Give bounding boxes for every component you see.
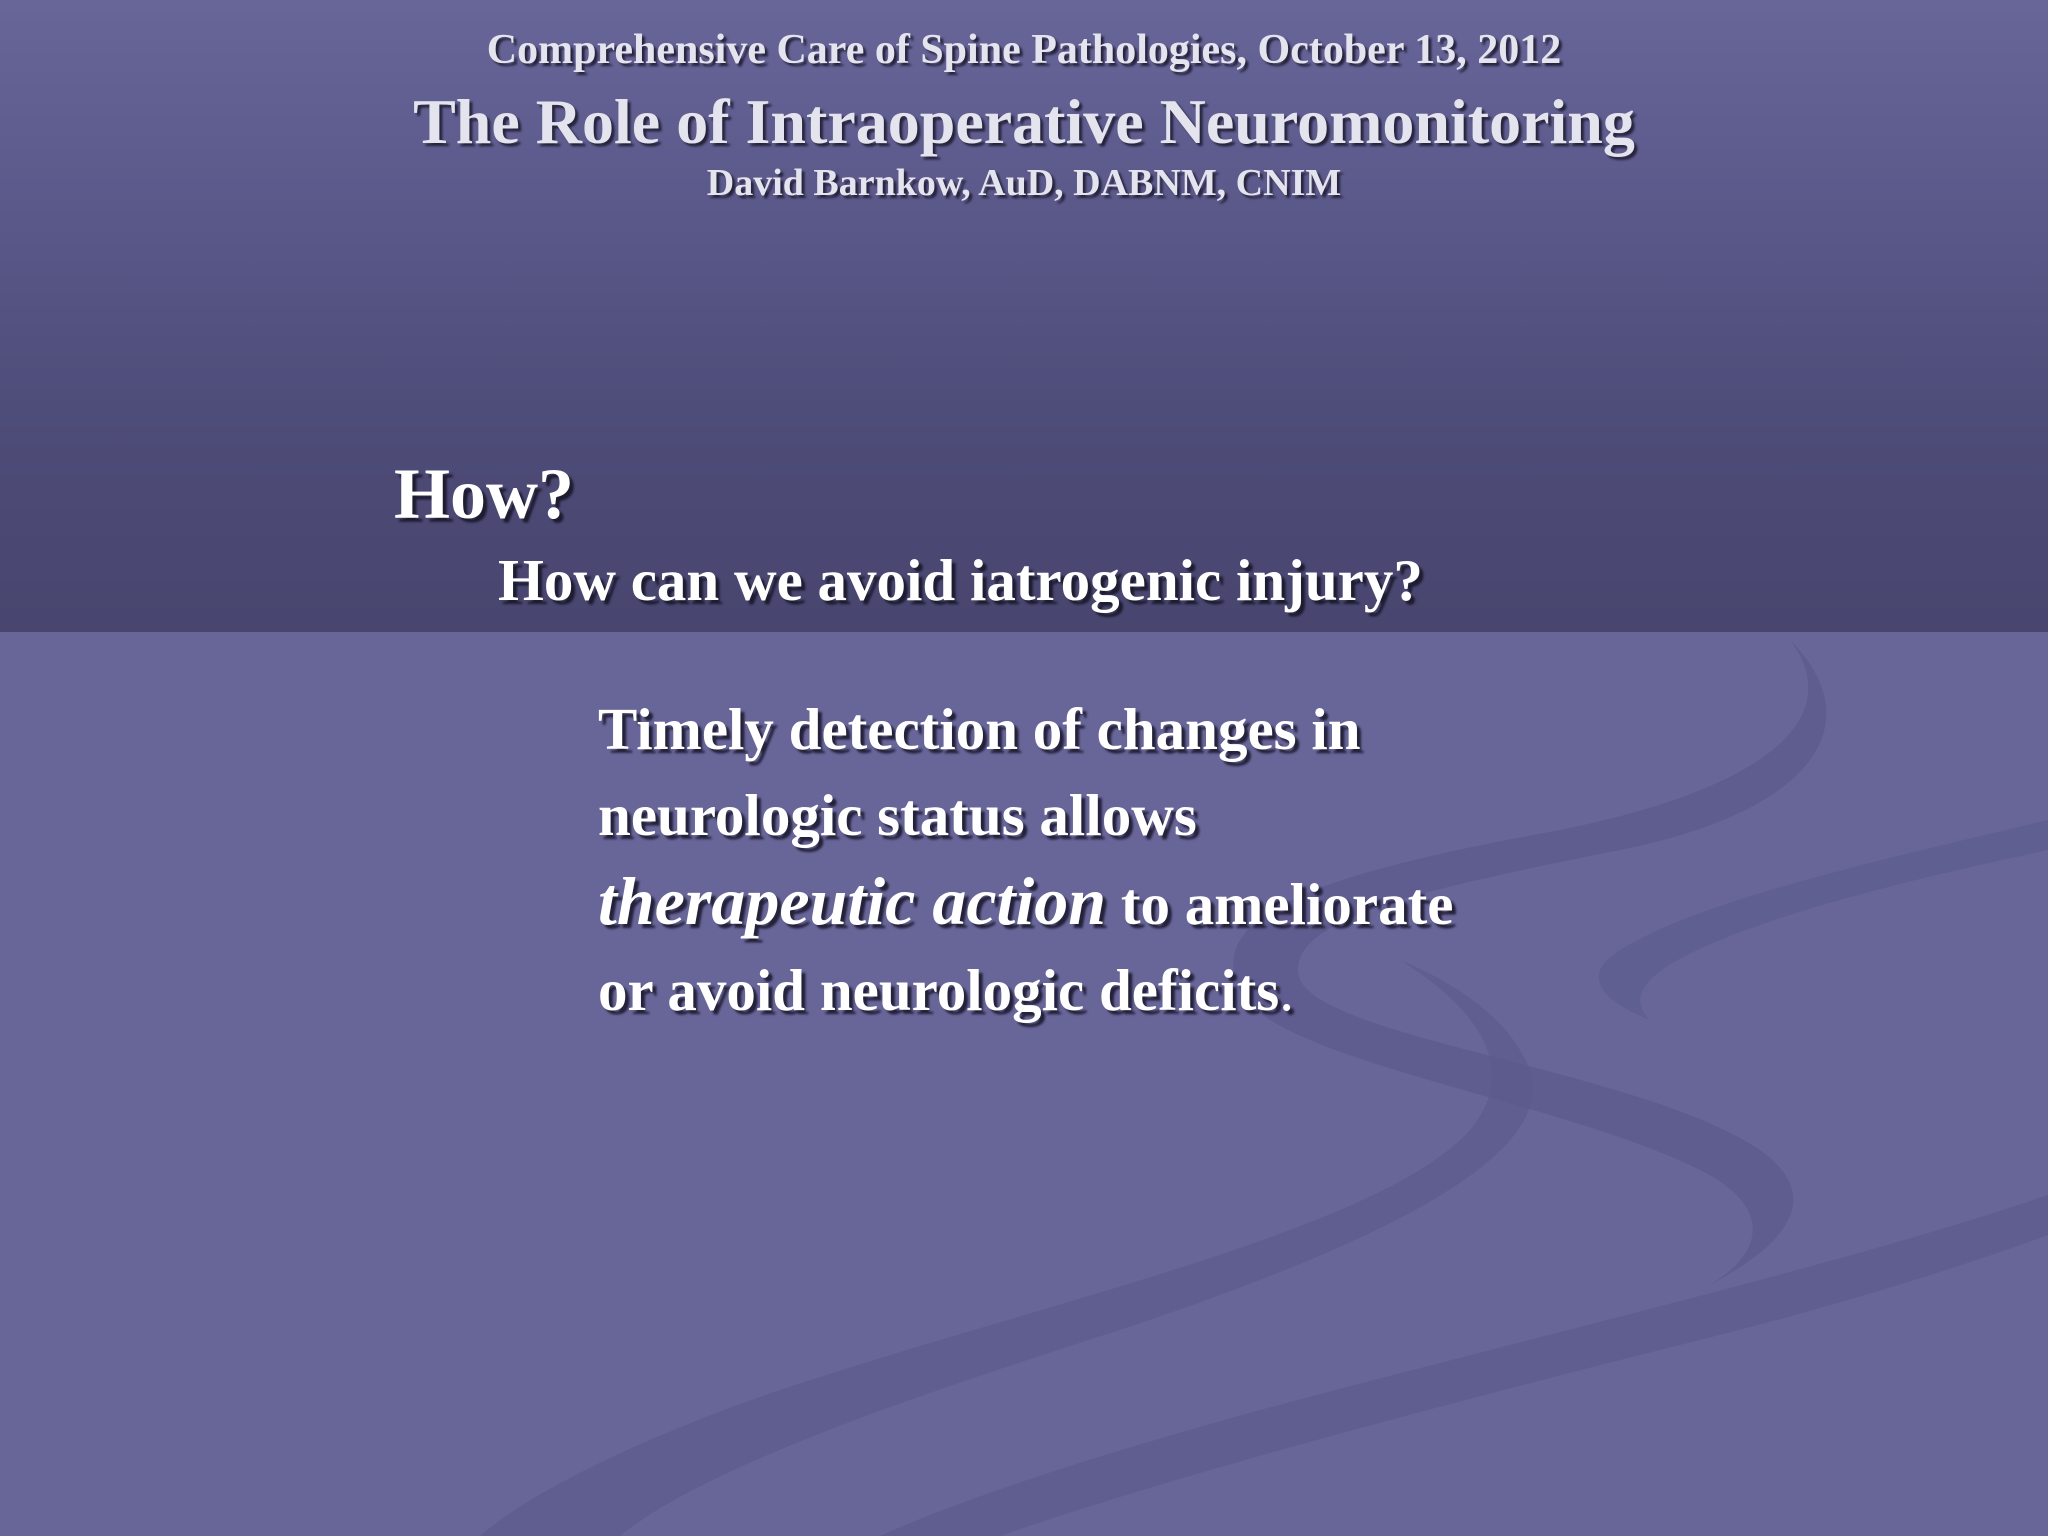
slide-heading: How? [394,454,574,534]
page-title: The Role of Intraoperative Neuromonitoring [413,86,1635,157]
slide-subheading: How can we avoid iatrogenic injury? [498,547,1423,613]
body-line-4 [598,947,1798,1033]
body-line-4-text: or avoid neurologic deficits [598,957,1280,1023]
body-line-1: Timely detection of changes in [598,696,1361,762]
emphasis-text: therapeutic action [598,863,1107,939]
body-line-2: neurologic status allows [598,782,1197,848]
body-period: . [1279,957,1294,1023]
body-paragraph [598,686,1798,1033]
body-line-3-rest: to ameliorate [1106,871,1454,937]
body-line-3 [598,858,1798,947]
author-line: David Barnkow, AuD, DABNM, CNIM [706,162,1342,204]
conference-line: Comprehensive Care of Spine Pathologies, October 13, 2012 [486,27,1562,73]
